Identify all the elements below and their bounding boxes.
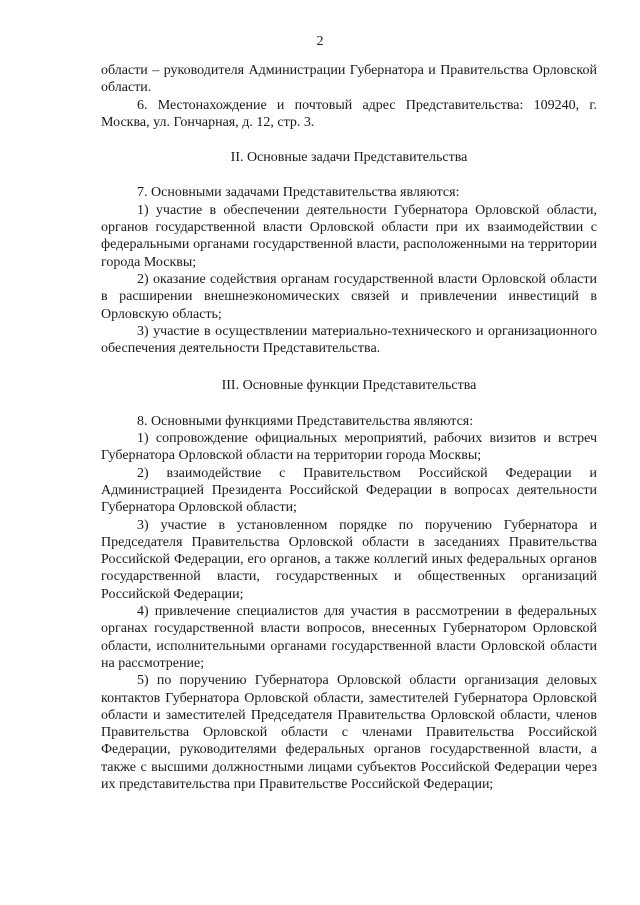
section-3-paragraph: 1) сопровождение официальных мероприятий, рабочих визитов и встреч Губернатора Орловской области на территории города Москвы;: [101, 431, 597, 464]
section-3-paragraph: 5) по поручению Губернатора Орловской области организация деловых контактов Губернатора Орловской области, заместителей Губернатора Орловской области и заместителей Председателя Правительства Орловской области, членов Правительства Орловской области с членами Правительства Российской Федерации, руководителями федеральных органов государственной власти, а также с высшими должностными лицами субъектов Российской Федерации через их представительства при Правительстве Российской Федерации;: [101, 673, 597, 792]
section-2-paragraph: 7. Основными задачами Представительства являются:: [137, 185, 460, 201]
section-2-paragraph: 1) участие в обеспечении деятельности Губернатора Орловской области, органов государственной власти Орловской области при их взаимодействии с федеральными органами государственной власти, расположенными на территории города Москвы;: [101, 202, 597, 270]
section-2-paragraph: 2) оказание содействия органам государственной власти Орловской области в расширении внешнеэкономических связей и привлечении инвестиций в Орловскую область;: [101, 271, 597, 322]
intro-paragraph-1: области – руководителя Администрации Губернатора и Правительства Орловской области.: [101, 63, 597, 96]
section-2-heading: II. Основные задачи Представительства: [230, 150, 468, 166]
page-number: 2: [316, 34, 324, 49]
section-3-heading: III. Основные функции Представительства: [221, 378, 477, 394]
section-2-paragraph: 3) участие в осуществлении материально-технического и организационного обеспечения деятельности Представительства.: [101, 323, 597, 357]
document-body: [101, 62, 597, 793]
section-3-paragraph: 8. Основными функциями Представительства являются:: [137, 413, 474, 429]
section-3-paragraph: 4) привлечение специалистов для участия в рассмотрении в федеральных органах государственной власти вопросов, внесенных Губернатором Орловской области, исполнительными органами государственной власти Орловской области на рассмотрение;: [101, 604, 597, 671]
section-3-paragraph: 3) участие в установленном порядке по поручению Губернатора и Председателя Правительства Орловской области в заседаниях Правительства Российской Федерации, его органов, а также коллегий иных федеральных органов государственной власти, государственных и общественных организаций Российской Федерации;: [101, 517, 597, 602]
section-3-paragraph: 2) взаимодействие с Правительством Российской Федерации и Администрацией Президента Российской Федерации в вопросах деятельности Губернатора Орловской области;: [101, 465, 597, 516]
intro-paragraph-2: 6. Местонахождение и почтовый адрес Представительства: 109240, г. Москва, ул. Гончарная, д. 12, стр. 3.: [101, 97, 597, 130]
